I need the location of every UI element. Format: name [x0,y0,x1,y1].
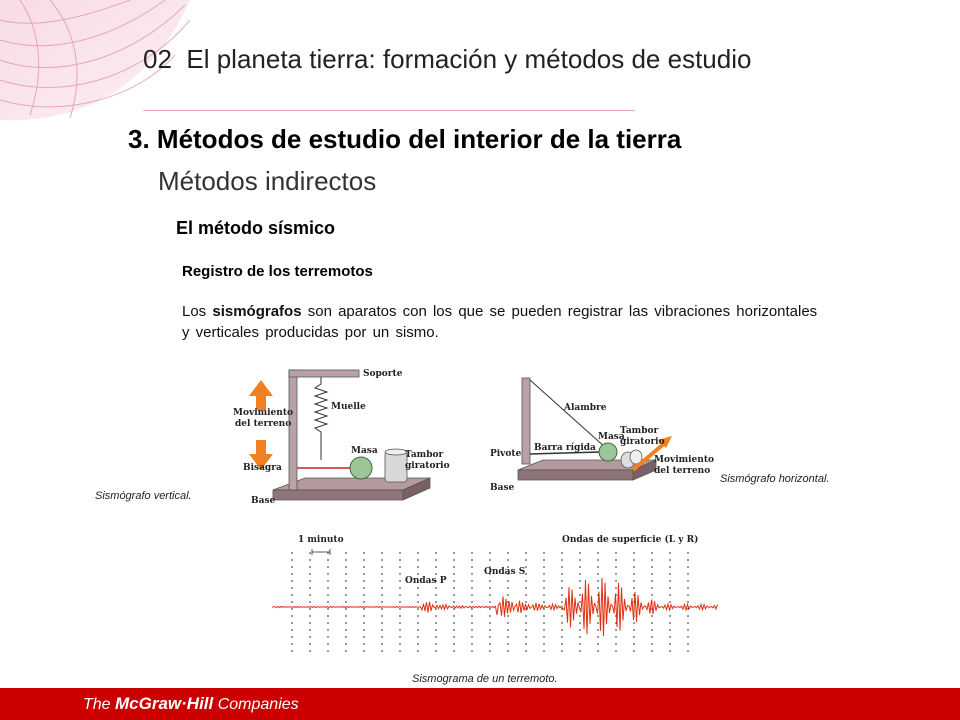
label-wire: Alambre [564,403,607,413]
label-base: Base [251,496,276,506]
paragraph-body: son aparatos con los que se pueden registrar las vibraciones horizontales y verticales producidas por un sismo. [182,303,818,341]
publisher-logo: The McGraw·Hill Companies [83,694,299,713]
record-title: Registro de los terremotos [182,263,373,280]
label-rigid-bar: Barra rígida [534,443,596,453]
label-p-waves: Ondas P [405,576,447,586]
horizontal-seismograph-diagram [488,372,718,497]
description-paragraph [182,301,822,343]
section-title: 3. Métodos de estudio del interior de la tierra [128,124,682,154]
seismic-trace [272,578,718,636]
label-s-waves: Ondas S [484,567,526,577]
label-drum-2: giratorio [620,437,665,447]
label-mass: Masa [351,446,378,456]
chapter-number: 02 [143,44,172,74]
label-hinge: Bisagra [243,463,282,473]
label-drum-1: Tambor [405,450,444,460]
label-ground-motion-2: del terreno [235,419,292,429]
paragraph-lead: Los [182,303,213,320]
label-drum-2: giratorio [405,461,450,471]
header-divider [143,110,635,111]
vertical-seismograph-diagram [225,360,465,515]
label-support: Soporte [363,369,403,379]
method-title: El método sísmico [176,218,336,238]
seismogram-chart [262,530,722,660]
seismogram-caption: Sismograma de un terremoto. [412,673,558,685]
chapter-title: El planeta tierra: formación y métodos de estudio [186,44,752,74]
horizontal-seismograph-caption: Sismógrafo horizontal. [720,473,830,485]
label-drum-1: Tambor [620,426,659,436]
chapter-heading [143,44,751,75]
label-mass: Masa [598,432,625,442]
vertical-seismograph-caption: Sismógrafo vertical. [95,490,192,502]
label-ground-motion-1: Movimiento [233,408,293,418]
paragraph-keyword: sismógrafos [212,303,302,320]
subsection-title: Métodos indirectos [158,166,377,196]
label-pivot: Pivote [490,449,522,459]
label-spring: Muelle [331,402,366,412]
label-one-minute: 1 minuto [298,535,344,545]
label-ground-motion-1: Movimiento [654,455,714,465]
label-ground-motion-2: del terreno [654,466,711,476]
label-surface-waves: Ondas de superficie (L y R) [562,535,699,545]
label-base: Base [490,483,515,493]
